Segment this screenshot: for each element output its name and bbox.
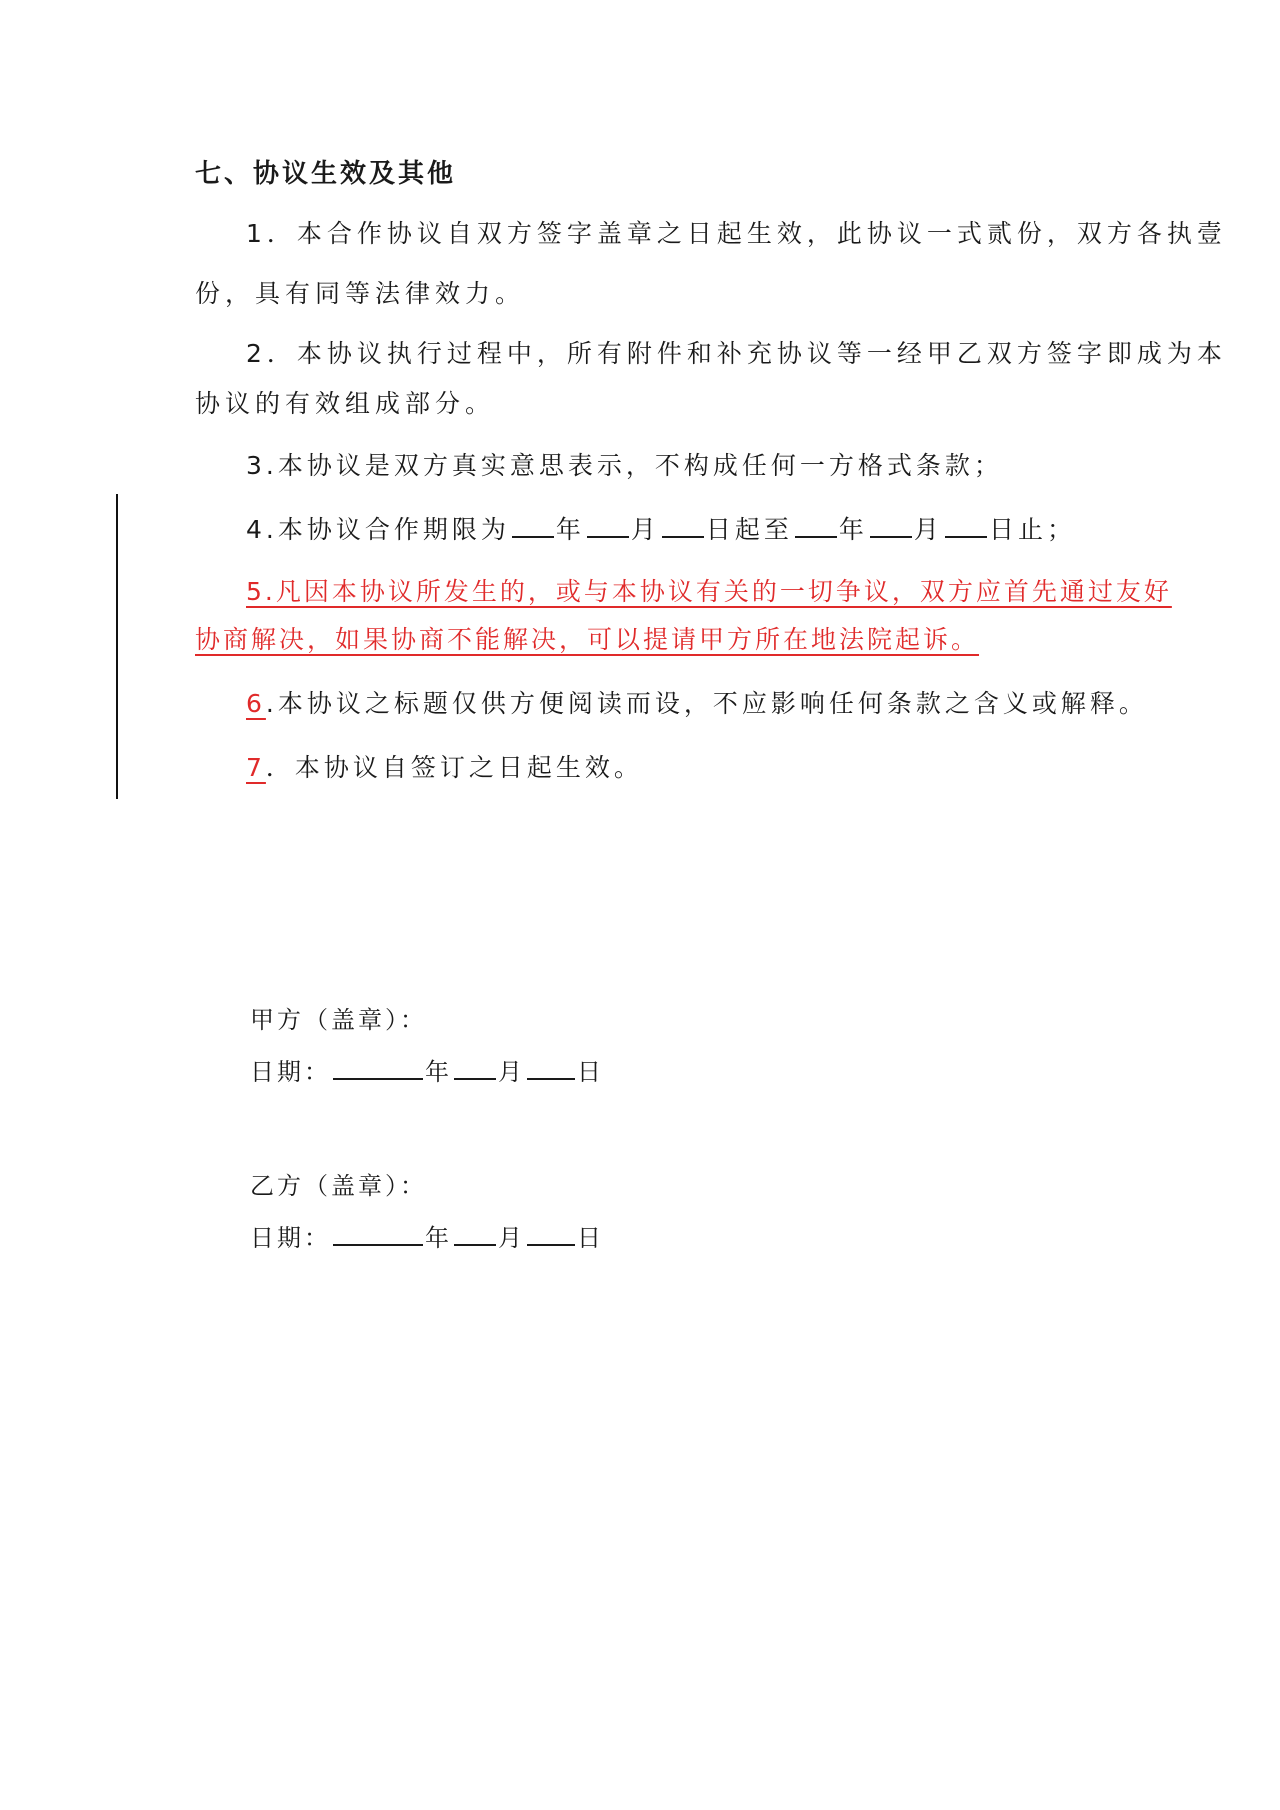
party-b-month-blank: [454, 1220, 496, 1246]
clause-4-day-end-label: 日止；: [988, 515, 1076, 544]
clause-4-day-from-label: 日起至: [705, 515, 793, 544]
start-month-blank: [587, 512, 629, 538]
clause-2-line-2: 协议的有效组成部分。: [195, 389, 496, 418]
clause-4: [246, 512, 1076, 546]
clause-4-year2-label: 年: [838, 515, 868, 544]
party-b-month-label: 月: [498, 1224, 525, 1252]
end-month-blank: [870, 512, 912, 538]
clause-7: [246, 752, 643, 784]
clause-6: [246, 688, 1148, 720]
party-b-year-blank: [333, 1220, 423, 1246]
revision-change-bar: [116, 494, 118, 799]
clause-5-line-1-revised: 5.凡因本协议所发生的，或与本协议有关的一切争议，双方应首先通过友好: [246, 577, 1172, 606]
party-a-month-blank: [454, 1054, 496, 1080]
clause-4-month-label: 月: [630, 515, 660, 544]
clause-3: 3.本协议是双方真实意思表示，不构成任何一方格式条款；: [246, 451, 1003, 480]
party-b-date-line: [250, 1220, 604, 1254]
party-b-date-label: 日期：: [250, 1224, 331, 1252]
clause-7-text: ．本协议自签订之日起生效。: [265, 753, 643, 782]
end-day-blank: [945, 512, 987, 538]
party-a-seal-label: 甲方（盖章）：: [250, 1006, 427, 1034]
clause-5-line-2-revised: 协商解决，如果协商不能解决，可以提请甲方所在地法院起诉。: [195, 625, 980, 654]
clause-6-number-revised: 6: [246, 689, 266, 718]
party-a-day-label: 日: [577, 1058, 604, 1086]
clause-4-prefix: 4.本协议合作期限为: [246, 515, 510, 544]
party-b-day-blank: [527, 1220, 575, 1246]
clause-1-line-1: 1．本合作协议自双方签字盖章之日起生效，此协议一式贰份，双方各执壹: [246, 219, 1227, 248]
start-year-blank: [512, 512, 554, 538]
section-heading: 七、协议生效及其他: [195, 159, 457, 189]
clause-4-year-label: 年: [555, 515, 585, 544]
party-a-year-label: 年: [425, 1058, 452, 1086]
clause-2-line-1: 2．本协议执行过程中，所有附件和补充协议等一经甲乙双方签字即成为本: [246, 339, 1227, 368]
party-b-day-label: 日: [577, 1224, 604, 1252]
party-b-seal-label: 乙方（盖章）：: [250, 1172, 427, 1200]
start-day-blank: [662, 512, 704, 538]
clause-6-text: .本协议之标题仅供方便阅读而设，不应影响任何条款之含义或解释。: [265, 689, 1148, 718]
party-a-date-line: [250, 1054, 604, 1088]
end-year-blank: [795, 512, 837, 538]
party-a-date-label: 日期：: [250, 1058, 331, 1086]
party-a-month-label: 月: [498, 1058, 525, 1086]
clause-1-line-2: 份，具有同等法律效力。: [195, 279, 526, 308]
party-b-year-label: 年: [425, 1224, 452, 1252]
clause-4-month2-label: 月: [913, 515, 943, 544]
clause-7-number-revised: 7: [246, 753, 266, 782]
party-a-day-blank: [527, 1054, 575, 1080]
party-a-year-blank: [333, 1054, 423, 1080]
